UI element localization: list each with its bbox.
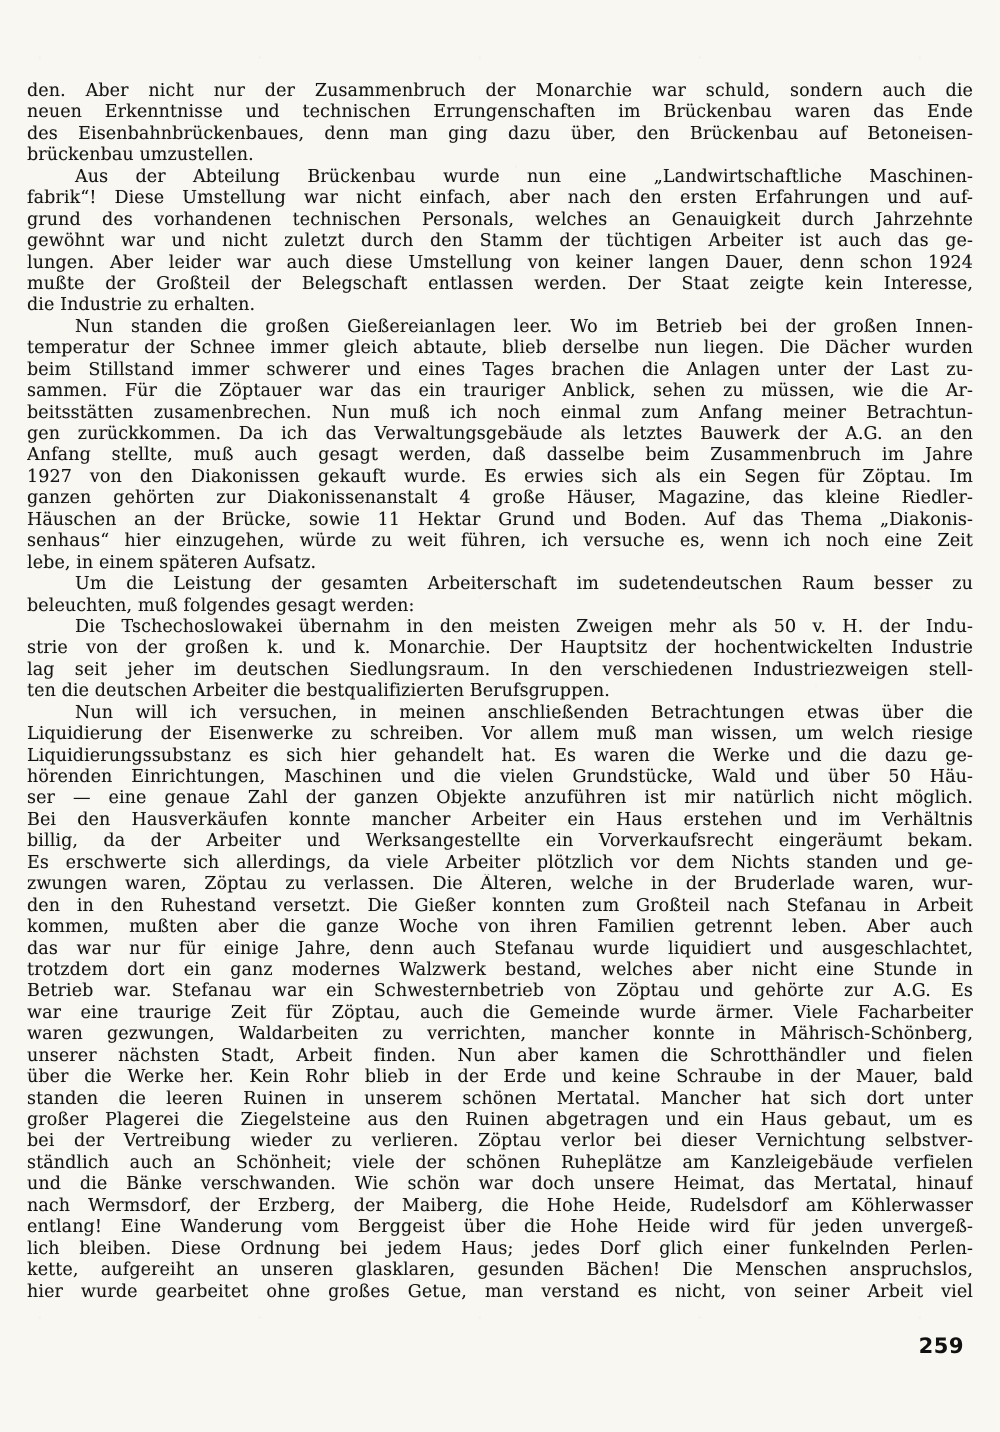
text-line: unserer nächsten Stadt, Arbeit finden. Nun aber kamen die Schrotthändler und fielen [27,1045,973,1066]
text-line: bei der Vertreibung wieder zu verlieren. Zöptau verlor bei dieser Vernichtung selbstver- [27,1131,973,1152]
text-line: lungen. Aber leider war auch diese Umstellung von keiner langen Dauer, denn schon 1924 [27,252,973,273]
text-line: Die Tschechoslowakei übernahm in den meisten Zweigen mehr als 50 v. H. der Indu- [75,616,973,637]
text-line: waren gezwungen, Waldarbeiten zu verrichten, mancher konnte in Mährisch-Schönberg, [27,1024,973,1045]
text-line: kommen, mußten aber die ganze Woche von ihren Familien getrennt leben. Aber auch [27,917,973,938]
text-line: 1927 von den Diakonissen gekauft wurde. Es erwies sich als ein Segen für Zöptau. Im [27,466,973,487]
text-line: sammen. Für die Zöptauer war das ein trauriger Anblick, sehen zu müssen, wie die Ar- [27,381,973,402]
text-line: die Industrie zu erhalten. [27,295,256,316]
text-line: Anfang stellte, muß auch gesagt werden, daß dasselbe beim Zusammenbruch im Jahre [27,445,973,466]
text-line: das war nur für einige Jahre, denn auch Stefanau wurde liquidiert und ausgeschlachtet, [27,938,973,959]
text-line: war eine traurige Zeit für Zöptau, auch die Gemeinde wurde ärmer. Viele Facharbeiter [27,1002,973,1023]
text-line: Häuschen an der Brücke, sowie 11 Hektar Grund und Boden. Auf das Thema „Diakonis- [27,509,973,530]
text-line: entlang! Eine Wanderung vom Berggeist über die Hohe Heide wird für jeden unvergeß- [27,1217,973,1238]
text-line: Liquidierungssubstanz es sich hier gehandelt hat. Es waren die Werke und die dazu ge- [27,745,973,766]
text-line: trotzdem dort ein ganz modernes Walzwerk bestand, welches aber nicht eine Stunde in [27,959,973,980]
text-line: grund des vorhandenen technischen Personals, welches an Genauigkeit durch Jahrzehnte [27,209,973,230]
body-text [27,81,973,1303]
page-number: 259 [918,1334,964,1358]
text-line: neuen Erkenntnisse und technischen Errungenschaften im Brückenbau waren das Ende [27,102,973,123]
text-line: Liquidierung der Eisenwerke zu schreiben. Vor allem muß man wissen, um welch riesige [27,724,973,745]
paragraph [27,317,973,574]
text-line: ständlich auch an Schönheit; viele der schönen Ruheplätze am Kanzleigebäude verfielen [27,1152,973,1173]
text-line: zwungen waren, Zöptau zu verlassen. Die Älteren, welche in der Bruderlade waren, wur- [27,874,973,895]
text-line: kette, aufgereiht an unseren glasklaren, gesunden Bächen! Die Menschen anspruchslos, [27,1260,973,1281]
text-line: Betrieb war. Stefanau war ein Schwesternbetrieb von Zöptau und gehörte zur A.G. Es [27,981,973,1002]
text-line: hier wurde gearbeitet ohne großes Getue, man verstand es nicht, von seiner Arbeit viel [27,1281,973,1302]
text-line: Um die Leistung der gesamten Arbeiterschaft im sudetendeutschen Raum besser zu [75,574,973,595]
text-line: Nun will ich versuchen, in meinen anschließenden Betrachtungen etwas über die [75,702,973,723]
text-line: gewöhnt war und nicht zuletzt durch den Stamm der tüchtigen Arbeiter ist auch das ge- [27,231,973,252]
text-line: Aus der Abteilung Brückenbau wurde nun eine „Landwirtschaftliche Maschinen- [75,166,973,187]
text-line: strie von der großen k. und k. Monarchie. Der Hauptsitz der hochentwickelten Industrie [27,638,973,659]
text-line: mußte der Großteil der Belegschaft entlassen werden. Der Staat zeigte kein Interesse, [27,273,973,294]
paragraph [27,167,973,317]
paragraph [27,574,973,617]
text-line: lich bleiben. Diese Ordnung bei jedem Haus; jedes Dorf glich einer funkelnden Perlen- [27,1238,973,1259]
paragraph [27,81,973,167]
text-line: nach Wermsdorf, der Erzberg, der Maiberg, die Hohe Heide, Rudelsdorf am Köhlerwasser [27,1195,973,1216]
text-line: und die Bänke verschwanden. Wie schön war doch unsere Heimat, das Mertatal, hinauf [27,1174,973,1195]
paragraph [27,617,973,703]
text-line: hörenden Einrichtungen, Maschinen und die vielen Grundstücke, Wald und über 50 Häu- [27,767,973,787]
text-line: lebe, in einem späteren Aufsatz. [27,552,317,573]
text-line: ganzen gehörten zur Diakonissenanstalt 4 große Häuser, Magazine, das kleine Riedler- [27,488,973,509]
text-line: brückenbau umzustellen. [27,145,254,166]
text-line: des Eisenbahnbrückenbaues, denn man ging dazu über, den Brückenbau auf Betoneisen- [27,123,973,144]
text-line: den. Aber nicht nur der Zusammenbruch der Monarchie war schuld, sondern auch die [27,81,973,101]
text-line: beim Stillstand immer schwerer und eines Tages brachen die Anlagen unter der Last zu- [27,359,973,380]
text-line: beleuchten, muß folgendes gesagt werden: [27,595,415,616]
text-line: über die Werke her. Kein Rohr blieb in der Erde und keine Schraube in der Mauer, bald [27,1067,973,1088]
text-line: billig, da der Arbeiter und Werksangestellte ein Vorverkaufsrecht eingeräumt bekam. [27,831,973,852]
text-line: gen zurückkommen. Da ich das Verwaltungsgebäude als letztes Bauwerk der A.G. an den [27,424,973,444]
paragraph [27,703,973,1303]
text-line: senhaus“ hier einzugehen, würde zu weit führen, ich versuche es, wenn ich noch eine Zeit [27,531,973,552]
text-line: temperatur der Schnee immer gleich abtaute, blieb derselbe nun liegen. Die Dächer wurden [27,338,973,359]
text-line: den in den Ruhestand versetzt. Die Gießer konnten zum Großteil nach Stefanau in Arbeit [27,895,973,916]
text-line: lag seit jeher im deutschen Siedlungsraum. In den verschiedenen Industriezweigen stell- [27,659,973,680]
text-line: ser — eine genaue Zahl der ganzen Objekte anzuführen ist mir natürlich nicht möglich. [27,788,973,809]
text-line: beitsstätten zusamenbrechen. Nun muß ich noch einmal zum Anfang meiner Betrachtun- [27,402,973,423]
text-line: Bei den Hausverkäufen konnte mancher Arbeiter ein Haus erstehen und im Verhältnis [27,809,973,830]
text-line: Es erschwerte sich allerdings, da viele Arbeiter plötzlich vor dem Nichts standen und ge- [27,852,973,873]
text-line: Nun standen die großen Gießereianlagen leer. Wo im Betrieb bei der großen Innen- [75,316,973,337]
text-line: fabrik“! Diese Umstellung war nicht einfach, aber nach den ersten Erfahrungen und auf- [27,188,973,209]
text-line: ten die deutschen Arbeiter die bestqualifizierten Berufsgruppen. [27,681,610,702]
text-line: standen die leeren Ruinen in unserem schönen Mertatal. Mancher hat sich dort unter [27,1088,973,1109]
text-line: großer Plagerei die Ziegelsteine aus den Ruinen abgetragen und ein Haus gebaut, um es [27,1110,973,1130]
